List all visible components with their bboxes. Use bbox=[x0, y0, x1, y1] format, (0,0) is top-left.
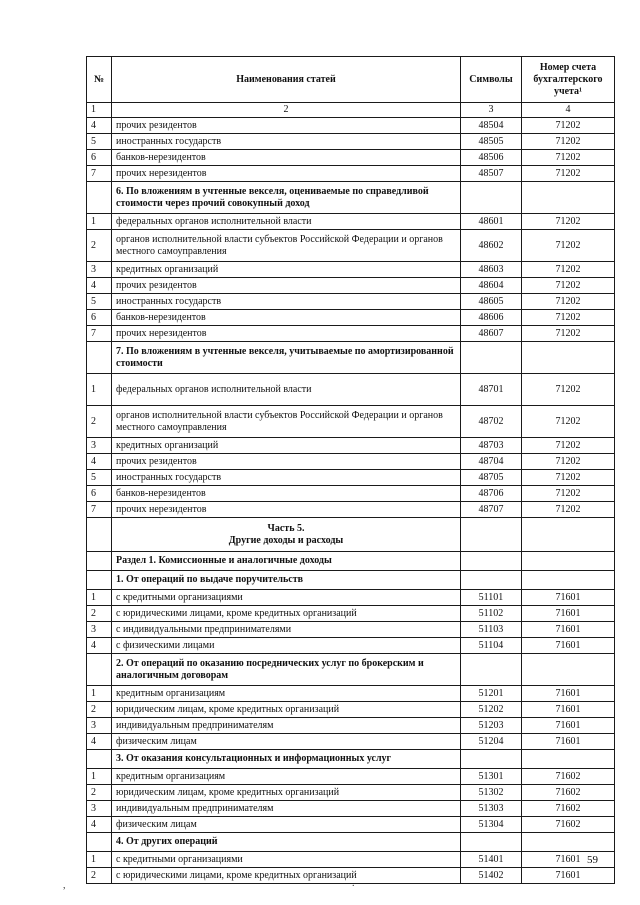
index-cell: 3 bbox=[461, 103, 522, 118]
empty-cell bbox=[87, 833, 112, 852]
row-name: физическим лицам bbox=[112, 734, 461, 750]
section-heading: 2. От операций по оказанию посреднических услуг по брокерским и аналогичным договорам bbox=[112, 654, 461, 686]
row-name: прочих нерезидентов bbox=[112, 166, 461, 182]
row-number: 4 bbox=[87, 118, 112, 134]
table-row bbox=[87, 262, 615, 278]
row-number: 2 bbox=[87, 702, 112, 718]
table-row bbox=[87, 150, 615, 166]
empty-cell bbox=[87, 518, 112, 552]
table-row bbox=[87, 785, 615, 801]
row-account: 71601 bbox=[522, 622, 615, 638]
row-account: 71601 bbox=[522, 868, 615, 884]
row-number: 2 bbox=[87, 606, 112, 622]
row-number: 6 bbox=[87, 150, 112, 166]
table-row bbox=[87, 438, 615, 454]
table-row bbox=[87, 702, 615, 718]
row-symbol: 48701 bbox=[461, 374, 522, 406]
section-heading-row bbox=[87, 654, 615, 686]
row-account: 71202 bbox=[522, 310, 615, 326]
table-row bbox=[87, 166, 615, 182]
row-symbol: 48601 bbox=[461, 214, 522, 230]
section-heading-row bbox=[87, 342, 615, 374]
row-name: прочих резидентов bbox=[112, 278, 461, 294]
row-number: 3 bbox=[87, 622, 112, 638]
table-header-row bbox=[87, 57, 615, 103]
section-heading-row bbox=[87, 750, 615, 769]
row-account: 71202 bbox=[522, 294, 615, 310]
table-row bbox=[87, 502, 615, 518]
row-account: 71601 bbox=[522, 606, 615, 622]
row-name: прочих нерезидентов bbox=[112, 502, 461, 518]
row-name: с индивидуальными предпринимателями bbox=[112, 622, 461, 638]
row-symbol: 48705 bbox=[461, 470, 522, 486]
row-number: 2 bbox=[87, 230, 112, 262]
row-number: 2 bbox=[87, 785, 112, 801]
row-number: 1 bbox=[87, 852, 112, 868]
row-symbol: 48507 bbox=[461, 166, 522, 182]
row-symbol: 51302 bbox=[461, 785, 522, 801]
row-number: 2 bbox=[87, 868, 112, 884]
row-name: кредитных организаций bbox=[112, 262, 461, 278]
row-name: иностранных государств bbox=[112, 294, 461, 310]
part-heading bbox=[112, 518, 461, 552]
empty-cell bbox=[522, 654, 615, 686]
index-cell: 1 bbox=[87, 103, 112, 118]
row-name: банков-нерезидентов bbox=[112, 486, 461, 502]
row-symbol: 51402 bbox=[461, 868, 522, 884]
row-symbol: 51301 bbox=[461, 769, 522, 785]
row-symbol: 51202 bbox=[461, 702, 522, 718]
row-number: 1 bbox=[87, 214, 112, 230]
row-account: 71601 bbox=[522, 852, 615, 868]
empty-cell bbox=[461, 571, 522, 590]
table-row bbox=[87, 454, 615, 470]
row-symbol: 51201 bbox=[461, 686, 522, 702]
row-account: 71202 bbox=[522, 118, 615, 134]
row-number: 1 bbox=[87, 374, 112, 406]
table-row bbox=[87, 310, 615, 326]
scan-mark: , bbox=[63, 880, 66, 891]
table-row bbox=[87, 134, 615, 150]
section-heading-row bbox=[87, 182, 615, 214]
row-account: 71202 bbox=[522, 230, 615, 262]
row-account: 71602 bbox=[522, 817, 615, 833]
row-name: физическим лицам bbox=[112, 817, 461, 833]
row-symbol: 48604 bbox=[461, 278, 522, 294]
row-name: органов исполнительной власти субъектов Российской Федерации и органов местного самоуправления bbox=[112, 406, 461, 438]
row-number: 6 bbox=[87, 310, 112, 326]
empty-cell bbox=[522, 342, 615, 374]
row-name: федеральных органов исполнительной власти bbox=[112, 214, 461, 230]
row-name: с юридическими лицами, кроме кредитных организаций bbox=[112, 606, 461, 622]
part-heading-line: Другие доходы и расходы bbox=[228, 534, 344, 546]
table-row bbox=[87, 470, 615, 486]
row-number: 7 bbox=[87, 502, 112, 518]
row-number: 4 bbox=[87, 454, 112, 470]
row-account: 71602 bbox=[522, 785, 615, 801]
section-heading: 3. От оказания консультационных и информационных услуг bbox=[112, 750, 461, 769]
section-heading: 6. По вложениям в учтенные векселя, оцениваемые по справедливой стоимости через прочий совокупный доход bbox=[112, 182, 461, 214]
row-symbol: 48702 bbox=[461, 406, 522, 438]
table-row bbox=[87, 769, 615, 785]
empty-cell bbox=[87, 571, 112, 590]
row-number: 5 bbox=[87, 294, 112, 310]
row-number: 1 bbox=[87, 590, 112, 606]
empty-cell bbox=[522, 571, 615, 590]
row-account: 71202 bbox=[522, 502, 615, 518]
row-name: юридическим лицам, кроме кредитных организаций bbox=[112, 785, 461, 801]
row-number: 4 bbox=[87, 817, 112, 833]
row-name: кредитным организациям bbox=[112, 769, 461, 785]
row-number: 4 bbox=[87, 278, 112, 294]
row-number: 3 bbox=[87, 718, 112, 734]
row-name: кредитных организаций bbox=[112, 438, 461, 454]
empty-cell bbox=[461, 518, 522, 552]
empty-cell bbox=[522, 833, 615, 852]
table-row bbox=[87, 230, 615, 262]
empty-cell bbox=[461, 342, 522, 374]
row-number: 5 bbox=[87, 470, 112, 486]
row-name: органов исполнительной власти субъектов Российской Федерации и органов местного самоуправления bbox=[112, 230, 461, 262]
row-name: иностранных государств bbox=[112, 470, 461, 486]
table-row bbox=[87, 214, 615, 230]
index-cell: 4 bbox=[522, 103, 615, 118]
table-row bbox=[87, 486, 615, 502]
row-number: 4 bbox=[87, 734, 112, 750]
table-row bbox=[87, 801, 615, 817]
row-account: 71202 bbox=[522, 134, 615, 150]
row-account: 71202 bbox=[522, 486, 615, 502]
table-body bbox=[87, 57, 615, 884]
index-cell: 2 bbox=[112, 103, 461, 118]
row-name: индивидуальным предпринимателям bbox=[112, 718, 461, 734]
row-symbol: 51304 bbox=[461, 817, 522, 833]
row-name: с кредитными организациями bbox=[112, 590, 461, 606]
empty-cell bbox=[522, 182, 615, 214]
row-number: 4 bbox=[87, 638, 112, 654]
row-symbol: 51102 bbox=[461, 606, 522, 622]
row-number: 2 bbox=[87, 406, 112, 438]
row-name: прочих резидентов bbox=[112, 118, 461, 134]
row-number: 3 bbox=[87, 262, 112, 278]
table-row bbox=[87, 326, 615, 342]
row-number: 5 bbox=[87, 134, 112, 150]
column-index-row bbox=[87, 103, 615, 118]
row-symbol: 48603 bbox=[461, 262, 522, 278]
row-symbol: 51104 bbox=[461, 638, 522, 654]
row-symbol: 51303 bbox=[461, 801, 522, 817]
row-name: кредитным организациям bbox=[112, 686, 461, 702]
table-row bbox=[87, 406, 615, 438]
row-name: с юридическими лицами, кроме кредитных организаций bbox=[112, 868, 461, 884]
row-account: 71601 bbox=[522, 638, 615, 654]
part-heading-line: Часть 5. bbox=[267, 522, 305, 534]
section-heading: 7. По вложениям в учтенные векселя, учитываемые по амортизированной стоимости bbox=[112, 342, 461, 374]
table-row bbox=[87, 734, 615, 750]
row-number: 7 bbox=[87, 326, 112, 342]
table-row bbox=[87, 686, 615, 702]
row-account: 71601 bbox=[522, 686, 615, 702]
empty-cell bbox=[87, 654, 112, 686]
table-row bbox=[87, 868, 615, 884]
accounts-table bbox=[86, 56, 615, 884]
table-row bbox=[87, 374, 615, 406]
row-account: 71202 bbox=[522, 166, 615, 182]
row-account: 71602 bbox=[522, 801, 615, 817]
row-account: 71202 bbox=[522, 326, 615, 342]
part-heading-row bbox=[87, 518, 615, 552]
empty-cell bbox=[522, 552, 615, 571]
row-symbol: 48505 bbox=[461, 134, 522, 150]
row-symbol: 48606 bbox=[461, 310, 522, 326]
page-number: 59 bbox=[587, 854, 598, 866]
row-name: с физическими лицами bbox=[112, 638, 461, 654]
row-account: 71202 bbox=[522, 454, 615, 470]
table-row bbox=[87, 852, 615, 868]
row-account: 71601 bbox=[522, 718, 615, 734]
table-row bbox=[87, 278, 615, 294]
table-row bbox=[87, 606, 615, 622]
empty-cell bbox=[87, 552, 112, 571]
row-name: банков-нерезидентов bbox=[112, 310, 461, 326]
empty-cell bbox=[461, 654, 522, 686]
row-account: 71202 bbox=[522, 214, 615, 230]
empty-cell bbox=[461, 833, 522, 852]
row-name: иностранных государств bbox=[112, 134, 461, 150]
row-account: 71601 bbox=[522, 734, 615, 750]
table-row bbox=[87, 817, 615, 833]
row-number: 6 bbox=[87, 486, 112, 502]
empty-cell bbox=[87, 182, 112, 214]
row-account: 71202 bbox=[522, 438, 615, 454]
table-row bbox=[87, 718, 615, 734]
row-symbol: 51101 bbox=[461, 590, 522, 606]
table-row bbox=[87, 590, 615, 606]
row-symbol: 48504 bbox=[461, 118, 522, 134]
row-name: федеральных органов исполнительной власти bbox=[112, 374, 461, 406]
row-symbol: 51103 bbox=[461, 622, 522, 638]
row-account: 71202 bbox=[522, 470, 615, 486]
row-symbol: 48707 bbox=[461, 502, 522, 518]
header-name: Наименования статей bbox=[112, 57, 461, 103]
empty-cell bbox=[522, 750, 615, 769]
section-heading-row bbox=[87, 552, 615, 571]
row-account: 71602 bbox=[522, 769, 615, 785]
row-account: 71601 bbox=[522, 590, 615, 606]
table-row bbox=[87, 622, 615, 638]
row-account: 71202 bbox=[522, 374, 615, 406]
scan-mark: . bbox=[352, 878, 355, 889]
section-heading-row bbox=[87, 571, 615, 590]
row-name: прочих нерезидентов bbox=[112, 326, 461, 342]
section-heading: Раздел 1. Комиссионные и аналогичные доходы bbox=[112, 552, 461, 571]
row-account: 71202 bbox=[522, 406, 615, 438]
row-account: 71202 bbox=[522, 262, 615, 278]
table-row bbox=[87, 294, 615, 310]
row-symbol: 51401 bbox=[461, 852, 522, 868]
empty-cell bbox=[87, 342, 112, 374]
row-symbol: 48602 bbox=[461, 230, 522, 262]
empty-cell bbox=[461, 182, 522, 214]
row-symbol: 48704 bbox=[461, 454, 522, 470]
row-name: прочих резидентов bbox=[112, 454, 461, 470]
row-symbol: 48607 bbox=[461, 326, 522, 342]
row-symbol: 51203 bbox=[461, 718, 522, 734]
empty-cell bbox=[461, 750, 522, 769]
row-account: 71601 bbox=[522, 702, 615, 718]
row-name: с кредитными организациями bbox=[112, 852, 461, 868]
empty-cell bbox=[522, 518, 615, 552]
row-account: 71202 bbox=[522, 150, 615, 166]
row-symbol: 51204 bbox=[461, 734, 522, 750]
empty-cell bbox=[87, 750, 112, 769]
header-symbols: Символы bbox=[461, 57, 522, 103]
row-number: 1 bbox=[87, 769, 112, 785]
row-symbol: 48605 bbox=[461, 294, 522, 310]
row-symbol: 48706 bbox=[461, 486, 522, 502]
empty-cell bbox=[461, 552, 522, 571]
row-symbol: 48703 bbox=[461, 438, 522, 454]
table-row bbox=[87, 638, 615, 654]
header-num: № bbox=[87, 57, 112, 103]
row-symbol: 48506 bbox=[461, 150, 522, 166]
row-name: юридическим лицам, кроме кредитных организаций bbox=[112, 702, 461, 718]
section-heading: 4. От других операций bbox=[112, 833, 461, 852]
header-account: Номер счета бухгалтерского учета¹ bbox=[522, 57, 615, 103]
row-number: 1 bbox=[87, 686, 112, 702]
row-number: 7 bbox=[87, 166, 112, 182]
section-heading-row bbox=[87, 833, 615, 852]
row-name: банков-нерезидентов bbox=[112, 150, 461, 166]
table-row bbox=[87, 118, 615, 134]
row-name: индивидуальным предпринимателям bbox=[112, 801, 461, 817]
row-number: 3 bbox=[87, 801, 112, 817]
row-number: 3 bbox=[87, 438, 112, 454]
section-heading: 1. От операций по выдаче поручительств bbox=[112, 571, 461, 590]
row-account: 71202 bbox=[522, 278, 615, 294]
